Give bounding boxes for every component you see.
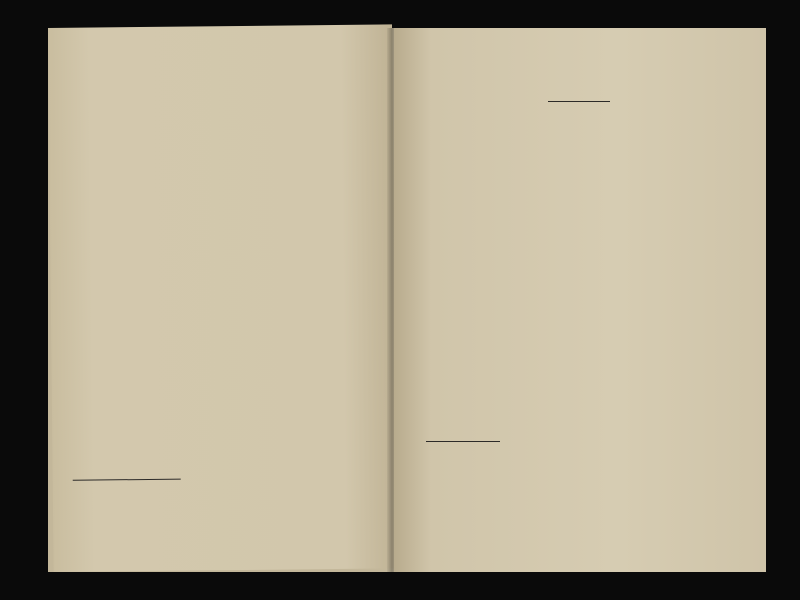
program-booklet <box>48 28 766 572</box>
left-page <box>48 24 398 572</box>
title-rule <box>548 101 610 102</box>
right-page <box>394 28 766 572</box>
assisting-rule <box>73 479 181 481</box>
accompanist-rule <box>426 441 500 442</box>
